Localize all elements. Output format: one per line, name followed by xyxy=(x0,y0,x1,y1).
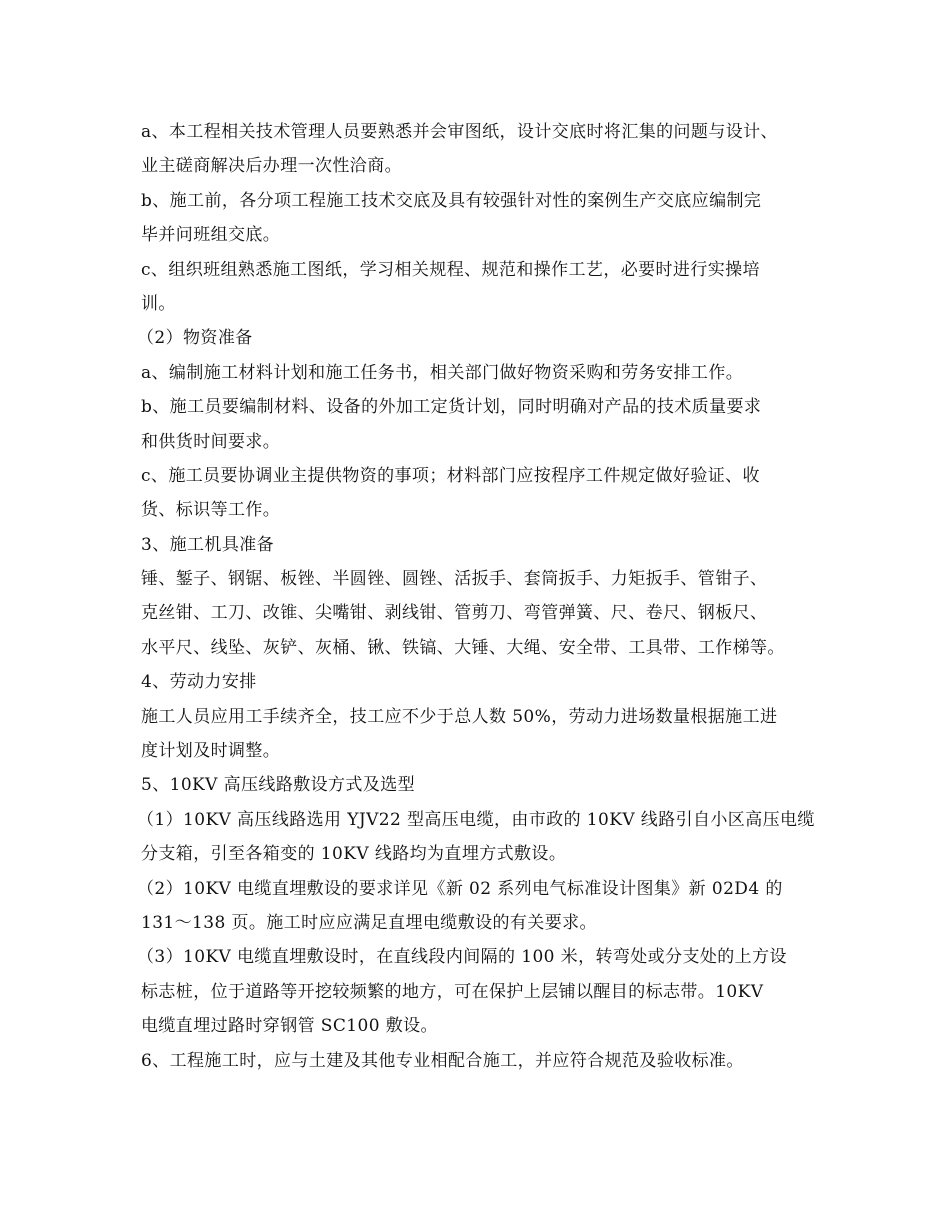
section-heading: （2）物资准备 xyxy=(137,328,253,349)
section-heading: 5、10KV 高压线路敷设方式及选型 xyxy=(141,775,416,796)
text-line: a、编制施工材料计划和施工任务书，相关部门做好物资采购和劳务安排工作。 xyxy=(141,362,744,383)
text-line: （1）10KV 高压线路选用 YJV22 型高压电缆，由市政的 10KV 线路引自小区高压电缆 xyxy=(137,809,815,830)
text-line: 货、标识等工作。 xyxy=(141,500,281,521)
text-line: 水平尺、线坠、灰铲、灰桶、锹、铁镐、大锤、大绳、安全带、工具带、工作梯等。 xyxy=(141,637,785,658)
document-body xyxy=(137,115,831,1078)
text-line: 克丝钳、工刀、改锥、尖嘴钳、剥线钳、管剪刀、弯管弹簧、尺、卷尺、钢板尺、 xyxy=(141,603,768,624)
text-line: 和供货时间要求。 xyxy=(141,431,281,452)
text-line: 训。 xyxy=(141,293,176,314)
section-heading: 3、施工机具准备 xyxy=(141,534,275,555)
text-line: 6、工程施工时，应与土建及其他专业相配合施工，并应符合规范及验收标准。 xyxy=(141,1050,744,1071)
text-line: 业主磋商解决后办理一次性洽商。 xyxy=(141,156,402,177)
section-heading: 4、劳动力安排 xyxy=(141,672,257,693)
text-line: （2）10KV 电缆直埋敷设的要求详见《新 02 系列电气标准设计图集》新 02D4 的 xyxy=(137,878,783,899)
text-line: 标志桩，位于道路等开挖较频繁的地方，可在保护上层铺以醒目的标志带。10KV xyxy=(141,981,764,1002)
text-line: b、施工员要编制材料、设备的外加工定货计划，同时明确对产品的技术质量要求 xyxy=(141,397,762,418)
text-line: b、施工前，各分项工程施工技术交底及具有较强针对性的案例生产交底应编制完 xyxy=(141,190,762,211)
text-line: 131～138 页。施工时应应满足直埋电缆敷设的有关要求。 xyxy=(141,912,597,933)
text-line: 度计划及时调整。 xyxy=(141,741,281,762)
text-line: 毕并问班组交底。 xyxy=(141,225,281,246)
text-line: 分支箱，引至各箱变的 10KV 线路均为直埋方式敷设。 xyxy=(141,844,567,865)
text-line: c、施工员要协调业主提供物资的事项；材料部门应按程序工件规定做好验证、收 xyxy=(141,465,760,486)
text-line: c、组织班组熟悉施工图纸，学习相关规程、规范和操作工艺，必要时进行实操培 xyxy=(141,259,760,280)
text-line: 电缆直埋过路时穿钢管 SC100 敷设。 xyxy=(141,1016,438,1037)
text-line: 锤、錾子、钢锯、板锉、半圆锉、圆锉、活扳手、套筒扳手、力矩扳手、管钳子、 xyxy=(141,569,768,590)
text-line: a、本工程相关技术管理人员要熟悉并会审图纸，设计交底时将汇集的问题与设计、 xyxy=(141,122,778,142)
text-line: （3）10KV 电缆直埋敷设时，在直线段内间隔的 100 米，转弯处或分支处的上方设 xyxy=(137,947,787,968)
text-line: 施工人员应用工手续齐全，技工应不少于总人数 50%，劳动力进场数量根据施工进 xyxy=(141,706,778,727)
